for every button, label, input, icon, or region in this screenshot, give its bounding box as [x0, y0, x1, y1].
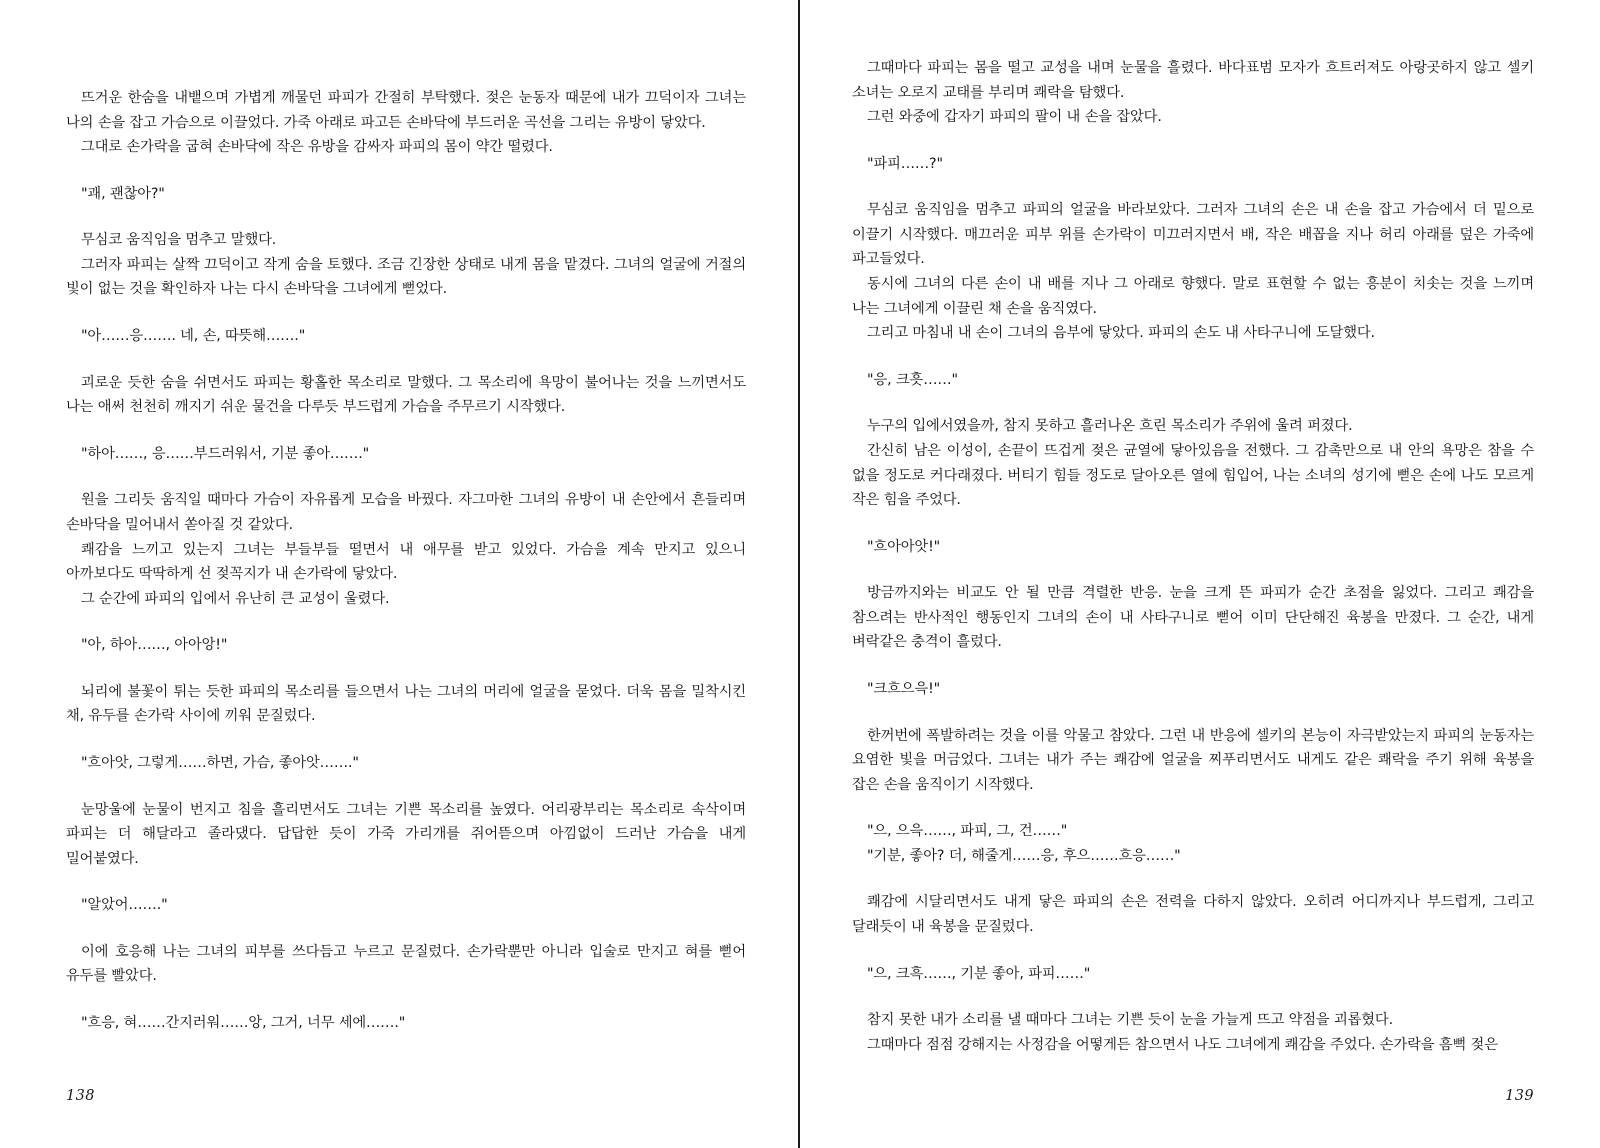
paragraph-gap — [66, 160, 746, 182]
dialogue-line: "알았어……." — [81, 897, 168, 914]
body-paragraph: 이에 호응해 나는 그녀의 피부를 쓰다듬고 누르고 문질렀다. 손가락뿐만 아니라 입술로 만지고 혀를 뻗어 유두를 빨았다. — [66, 943, 746, 985]
left-page-text-column — [66, 86, 746, 1036]
body-paragraph: 한꺼번에 폭발하려는 것을 이를 악물고 참았다. 그런 내 반응에 셀키의 본능이 자극받았는지 파피의 눈동자는 요염한 빛을 머금었다. 그녀는 내가 주는 쾌감에 얼굴을 찌푸리면서도 내게도 같은 쾌락을 주기 위해 육봉을 잡은 손을 움직이기 시작했다. — [852, 727, 1534, 793]
paragraph-gap — [852, 130, 1534, 152]
paragraph-gap — [852, 392, 1534, 414]
paragraph-gap — [852, 868, 1534, 890]
body-paragraph: 눈망울에 눈물이 번지고 침을 흘리면서도 그녀는 기쁜 목소리를 높였다. 어리광부리는 목소리로 속삭이며 파피는 더 해달라고 졸라댔다. 답답한 듯이 가죽 가리개를 쥐어뜯으며 아낌없이 드러난 가슴을 내게 밀어붙였다. — [66, 801, 746, 867]
paragraph-gap — [852, 346, 1534, 368]
body-paragraph: 방금까지와는 비교도 안 될 만큼 격렬한 반응. 눈을 크게 뜬 파피가 순간 초점을 잃었다. 그리고 쾌감을 참으려는 반사적인 행동인지 그녀의 손이 내 사타구니로 뻗어 이미 단단해진 육봉을 만졌다. 그 순간, 내게 벼락같은 충격이 흘렀다. — [852, 585, 1534, 651]
paragraph-gap — [66, 729, 746, 751]
body-paragraph: 쾌감을 느끼고 있는지 그녀는 부들부들 떨면서 내 애무를 받고 있었다. 가슴을 계속 만지고 있으니 아까보다도 딱딱하게 선 젖꼭지가 내 손가락에 닿았다. — [66, 541, 746, 583]
dialogue-line: "아, 하아……, 아아앙!" — [81, 637, 228, 654]
right-page — [800, 0, 1600, 1148]
dialogue-line: "응, 크흣……" — [867, 371, 958, 388]
paragraph-gap — [852, 940, 1534, 962]
paragraph-gap — [66, 658, 746, 680]
dialogue-line: "흐아앗, 그렇게……하면, 가슴, 좋아앗……." — [81, 754, 359, 771]
paragraph-gap — [66, 918, 746, 940]
dialogue-line: "흐응, 혀……간지러워……앙, 그거, 너무 세에……." — [81, 1015, 406, 1032]
dialogue-line: "괘, 괜찮아?" — [81, 185, 165, 202]
body-paragraph: 그러자 파피는 살짝 끄덕이고 작게 숨을 토했다. 조금 긴장한 상태로 내게 몸을 맡겼다. 그녀의 얼굴에 거절의 빛이 없는 것을 확인하자 나는 다시 손바닥을 그녀에게 뻗었다. — [66, 256, 746, 298]
dialogue-line: "크흐으윽!" — [867, 680, 941, 697]
paragraph-gap — [66, 349, 746, 371]
body-paragraph: 뇌리에 불꽃이 튀는 듯한 파피의 목소리를 들으면서 나는 그녀의 머리에 얼굴을 묻었다. 더욱 몸을 밀착시킨 채, 유두를 손가락 사이에 끼워 문질렀다. — [66, 683, 746, 725]
paragraph-gap — [852, 986, 1534, 1008]
dialogue-line: "기분, 좋아? 더, 해줄게……응, 후으……흐응……" — [867, 847, 1181, 864]
paragraph-gap — [66, 611, 746, 633]
body-paragraph: 누구의 입에서였을까, 참지 못하고 흘러나온 흐린 목소리가 주위에 울려 퍼졌다. — [867, 418, 1353, 435]
dialogue-line: "아……응……. 네, 손, 따뜻해……." — [81, 328, 306, 345]
body-paragraph: 그런 와중에 갑자기 파피의 팔이 내 손을 잡았다. — [867, 109, 1162, 126]
paragraph-gap — [66, 206, 746, 228]
body-paragraph: 그리고 마침내 내 손이 그녀의 음부에 닿았다. 파피의 손도 내 사타구니에 도달했다. — [867, 325, 1375, 342]
right-page-number: 139 — [1505, 1088, 1534, 1104]
right-page-text-column — [852, 56, 1534, 1057]
paragraph-gap — [852, 176, 1534, 198]
paragraph-gap — [852, 797, 1534, 819]
paragraph-gap — [852, 655, 1534, 677]
body-paragraph: 그때마다 점점 강해지는 사정감을 어떻게든 참으면서 나도 그녀에게 쾌감을 주었다. 손가락을 흠뻑 젖은 — [867, 1036, 1498, 1053]
paragraph-gap — [66, 466, 746, 488]
paragraph-gap — [66, 871, 746, 893]
body-paragraph: 뜨거운 한숨을 내뱉으며 가볍게 깨물던 파피가 간절히 부탁했다. 젖은 눈동자 때문에 내가 끄덕이자 그녀는 나의 손을 잡고 가슴으로 이끌었다. 가죽 아래로 파고든 손바닥에 부드러운 곡선을 그리는 유방이 닿았다. — [66, 90, 746, 131]
paragraph-gap — [852, 559, 1534, 581]
body-paragraph: 무심코 움직임을 멈추고 말했다. — [81, 232, 277, 249]
body-paragraph: 원을 그리듯 움직일 때마다 가슴이 자유롭게 모습을 바꿨다. 자그마한 그녀의 유방이 내 손안에서 흔들리며 손바닥을 밀어내서 쏟아질 것 같았다. — [66, 492, 746, 533]
dialogue-line: "으, 으윽……, 파피, 그, 건……" — [867, 823, 1068, 840]
paragraph-gap — [66, 776, 746, 798]
body-paragraph: 참지 못한 내가 소리를 낼 때마다 그녀는 기쁜 듯이 눈을 가늘게 뜨고 약점을 괴롭혔다. — [867, 1012, 1393, 1029]
dialogue-line: "파피……?" — [867, 155, 943, 172]
body-paragraph: 그대로 손가락을 굽혀 손바닥에 작은 유방을 감싸자 파피의 몸이 약간 떨렸다. — [81, 139, 553, 156]
paragraph-gap — [66, 302, 746, 324]
body-paragraph: 간신히 남은 이성이, 손끝이 뜨겁게 젖은 균열에 닿아있음을 전했다. 그 감촉만으로 내 안의 욕망은 참을 수 없을 정도로 커다래졌다. 버티기 힘들 정도로 달아오른 열에 힘입어, 나는 소녀의 성기에 뻗은 손에 나도 모르게 작은 힘을 주었다. — [852, 442, 1534, 509]
dialogue-line: "으, 크흑……, 기분 좋아, 파피……" — [867, 965, 1091, 982]
body-paragraph: 무심코 움직임을 멈추고 파피의 얼굴을 바라보았다. 그러자 그녀의 손은 내 손을 잡고 가슴에서 더 밑으로 이끌기 시작했다. 매끄러운 피부 위를 손가락이 미끄러지면서 배, 작은 배꼽을 지나 허리 아래를 덮은 가죽에 파고들었다. — [852, 202, 1534, 268]
paragraph-gap — [66, 989, 746, 1011]
paragraph-gap — [852, 702, 1534, 724]
paragraph-gap — [852, 513, 1534, 535]
body-paragraph: 괴로운 듯한 숨을 쉬면서도 파피는 황홀한 목소리로 말했다. 그 목소리에 욕망이 불어나는 것을 느끼면서도 나는 애써 천천히 깨지기 쉬운 물건을 다루듯 부드럽게 가슴을 주무르기 시작했다. — [66, 374, 746, 416]
paragraph-gap — [66, 420, 746, 442]
body-paragraph: 동시에 그녀의 다른 손이 내 배를 지나 그 아래로 향했다. 말로 표현할 수 없는 흥분이 치솟는 것을 느끼며 나는 그녀에게 이끌린 채 손을 움직였다. — [852, 276, 1534, 317]
dialogue-line: "흐아아앗!" — [867, 538, 941, 555]
left-page-number: 138 — [66, 1088, 95, 1104]
body-paragraph: 그 순간에 파피의 입에서 유난히 큰 교성이 울렸다. — [81, 590, 390, 607]
body-paragraph: 쾌감에 시달리면서도 내게 닿은 파피의 손은 전력을 다하지 않았다. 오히려 어디까지나 부드럽게, 그리고 달래듯이 내 육봉을 문질렀다. — [852, 894, 1534, 936]
body-paragraph: 그때마다 파피는 몸을 떨고 교성을 내며 눈물을 흘렸다. 바다표범 모자가 흐트러져도 아랑곳하지 않고 셀키 소녀는 오로지 교태를 부리며 쾌락을 탐했다. — [852, 60, 1534, 101]
dialogue-line: "하아……, 응……부드러워서, 기분 좋아……." — [81, 445, 370, 462]
